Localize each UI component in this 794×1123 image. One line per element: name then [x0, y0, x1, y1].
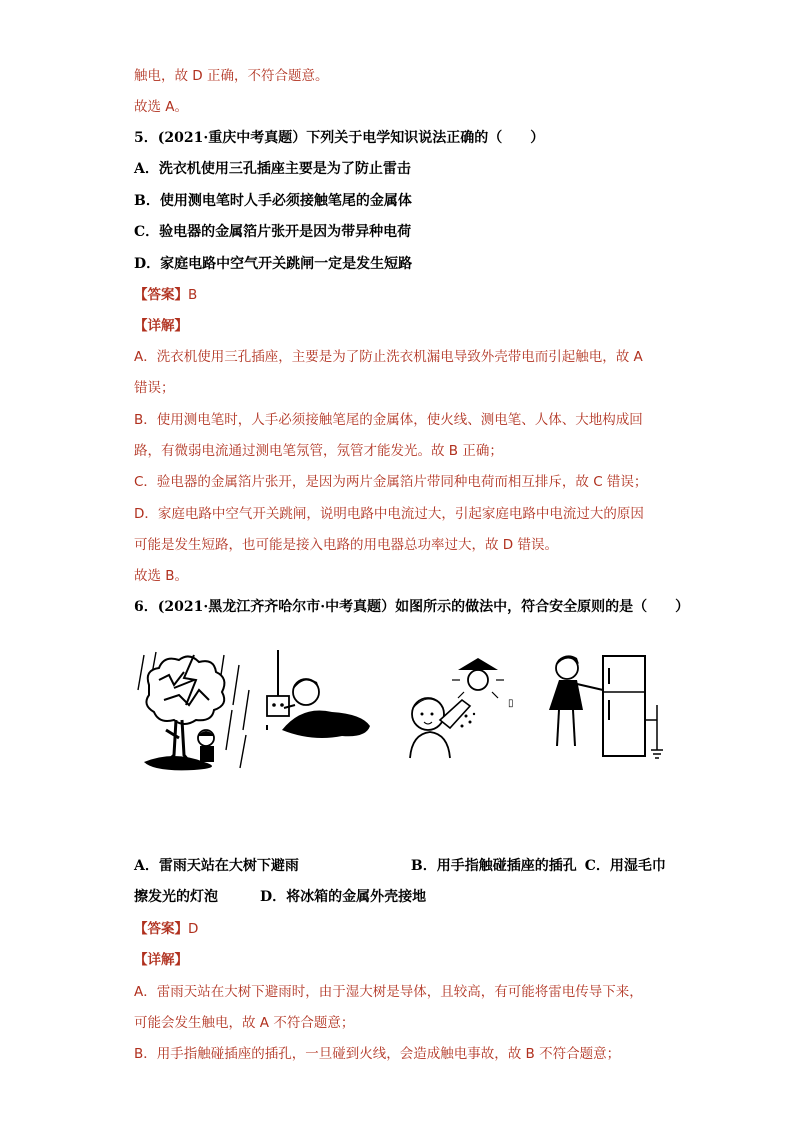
q6-detail-a-1: A．雷雨天站在大树下避雨时，由于湿大树是导体，且较高，有可能将雷电传导下来， — [134, 984, 643, 1000]
q5-option-a: A．洗衣机使用三孔插座主要是为了防止雷击 — [134, 161, 411, 177]
q6-options-row-1 — [134, 857, 666, 875]
q6-detail-label: 【详解】 — [134, 952, 188, 968]
socket-touch-illustration — [262, 650, 374, 745]
q5-detail-d-2: 可能是发生短路，也可能是接入电路的用电器总功率过大，故 D 错误。 — [134, 537, 558, 553]
q5-detail-b-2: 路，有微弱电流通过测电笔氖管，氖管才能发光。故 B 正确； — [134, 443, 503, 459]
q6-answer — [134, 920, 198, 938]
q6-answer-label: 【答案】 — [134, 921, 188, 937]
q6-detail-b: B．用手指触碰插座的插孔，一旦碰到火线，会造成触电事故，故 B 不符合题意； — [134, 1046, 621, 1062]
svg-text:▯: ▯ — [508, 698, 514, 709]
previous-choice-line: 故选 A。 — [134, 99, 189, 115]
q5-answer-label: 【答案】 — [134, 287, 188, 303]
q5-choose: 故选 B。 — [134, 568, 189, 584]
q5-answer-value: B — [188, 287, 198, 303]
continued-explanation-line: 触电，故 D 正确，不符合题意。 — [134, 68, 329, 84]
q6-detail-a-2: 可能会发生触电，故 A 不符合题意； — [134, 1015, 355, 1031]
fridge-grounding-illustration — [545, 650, 685, 765]
q5-detail-b-1: B．使用测电笔时，人手必须接触笔尾的金属体，使火线、测电笔、人体、大地构成回 — [134, 412, 643, 428]
tree-lightning-illustration — [134, 650, 254, 775]
wet-towel-lamp-illustration — [400, 650, 525, 760]
q6-option-c-continued: 擦发光的灯泡 — [134, 889, 218, 905]
q6-option-d: D．将冰箱的金属外壳接地 — [260, 889, 427, 905]
q6-option-b: B．用手指触碰插座的插孔 — [410, 858, 577, 874]
q5-detail-label: 【详解】 — [134, 318, 188, 334]
q5-option-d: D．家庭电路中空气开关跳闸一定是发生短路 — [134, 256, 413, 272]
q6-answer-value: D — [188, 921, 199, 937]
q6-option-c: C．用湿毛巾 — [584, 858, 666, 874]
q5-option-c: C．验电器的金属箔片张开是因为带异种电荷 — [134, 224, 412, 240]
q5-detail-c: C．验电器的金属箔片张开，是因为两片金属箔片带同种电荷而相互排斥，故 C 错误； — [134, 474, 648, 490]
q5-detail-a-1: A．洗衣机使用三孔插座，主要是为了防止洗衣机漏电导致外壳带电而引起触电，故 A — [134, 349, 643, 365]
q5-detail-a-2: 错误； — [134, 380, 175, 396]
q5-stem: 5．(2021·重庆中考真题）下列关于电学知识说法正确的（ ） — [134, 130, 545, 146]
q5-answer — [134, 286, 197, 304]
q6-options-row-2 — [134, 888, 426, 906]
q6-option-a: A．雷雨天站在大树下避雨 — [134, 858, 299, 874]
q5-option-b: B．使用测电笔时人手必须接触笔尾的金属体 — [134, 193, 412, 209]
q5-detail-d-1: D．家庭电路中空气开关跳闸，说明电路中电流过大，引起家庭电路中电流过大的原因 — [134, 506, 644, 522]
q6-stem: 6．(2021·黑龙江齐齐哈尔市·中考真题）如图所示的做法中，符合安全原则的是（ ） — [134, 599, 690, 615]
